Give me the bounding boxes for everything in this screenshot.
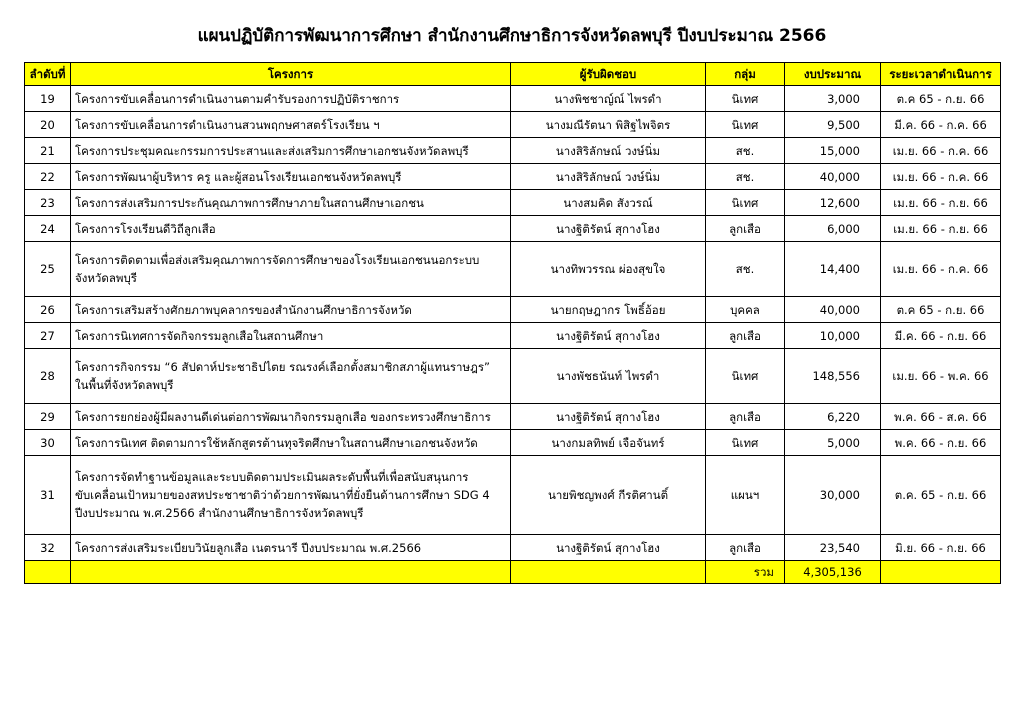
cell-project [71,86,511,112]
cell-owner: นางพัชธนันท์ ไพรดำ [511,349,706,404]
cell-no: 21 [25,138,71,164]
table-row [25,535,1001,561]
project-line: ปีงบประมาณ พ.ศ.2566 สำนักงานศึกษาธิการจังหวัดลพบุรี [75,506,364,520]
cell-owner: นายพิชญพงศ์ กีรติศานติ์ [511,456,706,535]
cell-owner: นางฐิติรัตน์ สุกางโฮง [511,216,706,242]
project-line: โครงการพัฒนาผู้บริหาร ครู และผู้สอนโรงเรียนเอกชนจังหวัดลพบุรี [75,169,402,184]
page-title: แผนปฏิบัติการพัฒนาการศึกษา สำนักงานศึกษาธิการจังหวัดลพบุรี ปีงบประมาณ 2566 [197,26,827,46]
project-line: โครงการขับเคลื่อนการดำเนินงานตามคำรับรองการปฏิบัติราชการ [75,91,400,106]
cell-project [71,535,511,561]
cell-period: ต.ค. 65 - ก.ย. 66 [881,456,1001,535]
cell-no: 32 [25,535,71,561]
cell-owner: นางสิริลักษณ์ วงษ์นิ่ม [511,138,706,164]
project-line: โครงการขับเคลื่อนการดำเนินงานสวนพฤกษศาสตร์โรงเรียน ฯ [75,117,380,132]
cell-no: 22 [25,164,71,190]
cell-group: แผนฯ [706,456,785,535]
table-row [25,323,1001,349]
cell-group: สช. [706,242,785,297]
cell-group: นิเทศ [706,430,785,456]
project-line: โครงการส่งเสริมการประกันคุณภาพการศึกษาภายในสถานศึกษาเอกชน [75,195,424,210]
total-empty-cell [25,561,71,584]
project-line: โครงการติดตามเพื่อส่งเสริมคุณภาพการจัดการศึกษาของโรงเรียนเอกชนนอกระบบ [75,253,480,267]
cell-no: 29 [25,404,71,430]
total-empty-cell [881,561,1001,584]
cell-owner: นางมณีรัตนา พิสิฐไพจิตร [511,112,706,138]
cell-group: สช. [706,164,785,190]
cell-owner: นางทิพวรรณ ผ่องสุขใจ [511,242,706,297]
cell-period: เม.ย. 66 - ก.ย. 66 [881,216,1001,242]
table-row [25,164,1001,190]
cell-group: ลูกเสือ [706,535,785,561]
cell-budget: 10,000 [785,323,881,349]
table-row [25,242,1001,297]
cell-project [71,138,511,164]
cell-group: นิเทศ [706,190,785,216]
cell-budget: 12,600 [785,190,881,216]
cell-period: มี.ค. 66 - ก.ค. 66 [881,112,1001,138]
column-header-project: โครงการ [71,63,511,86]
cell-project [71,164,511,190]
cell-no: 23 [25,190,71,216]
table-row [25,404,1001,430]
cell-group: นิเทศ [706,86,785,112]
total-empty-cell [511,561,706,584]
cell-project [71,323,511,349]
cell-group: บุคคล [706,297,785,323]
column-header-no: ลำดับที่ [25,63,71,86]
cell-project [71,112,511,138]
cell-group: ลูกเสือ [706,323,785,349]
total-row [25,561,1001,584]
table-row [25,86,1001,112]
cell-budget: 9,500 [785,112,881,138]
cell-period: เม.ย. 66 - พ.ค. 66 [881,349,1001,404]
table-row [25,112,1001,138]
column-header-period: ระยะเวลาดำเนินการ [881,63,1001,86]
cell-budget: 3,000 [785,86,881,112]
cell-period: มี.ค. 66 - ก.ย. 66 [881,323,1001,349]
cell-project [71,404,511,430]
cell-no: 25 [25,242,71,297]
project-line: ขับเคลื่อนเป้าหมายของสหประชาชาติว่าด้วยการพัฒนาที่ยั่งยืนด้านการศึกษา SDG 4 [75,488,490,502]
total-label: รวม [706,561,785,584]
cell-budget: 30,000 [785,456,881,535]
cell-owner: นางสมคิด สังวรณ์ [511,190,706,216]
cell-budget: 14,400 [785,242,881,297]
total-empty-cell [71,561,511,584]
cell-no: 28 [25,349,71,404]
cell-owner: นางกมลทิพย์ เจือจันทร์ [511,430,706,456]
cell-owner: นางฐิติรัตน์ สุกางโฮง [511,535,706,561]
cell-budget: 15,000 [785,138,881,164]
project-line: ในพื้นที่จังหวัดลพบุรี [75,378,174,392]
cell-no: 26 [25,297,71,323]
cell-no: 27 [25,323,71,349]
cell-budget: 6,220 [785,404,881,430]
column-header-budget: งบประมาณ [785,63,881,86]
project-line: โครงการเสริมสร้างศักยภาพบุคลากรของสำนักงานศึกษาธิการจังหวัด [75,302,412,317]
cell-budget: 40,000 [785,297,881,323]
column-header-owner: ผู้รับผิดชอบ [511,63,706,86]
cell-project [71,297,511,323]
table-body [25,86,1001,561]
cell-group: สช. [706,138,785,164]
cell-project [71,430,511,456]
cell-owner: นายกฤษฎากร โพธิ์อ้อย [511,297,706,323]
project-line: โครงการกิจกรรม “6 สัปดาห์ประชาธิปไตย รณรงค์เลือกตั้งสมาชิกสภาผู้แทนราษฎร” [75,360,490,374]
cell-owner: นางพิชชาญ์ณ์ ไพรดำ [511,86,706,112]
table-row [25,190,1001,216]
table-header-row [25,63,1001,86]
cell-group: นิเทศ [706,112,785,138]
cell-budget: 5,000 [785,430,881,456]
project-line: โครงการนิเทศ ติดตามการใช้หลักสูตรต้านทุจริตศึกษาในสถานศึกษาเอกชนจังหวัด [75,435,478,450]
cell-no: 30 [25,430,71,456]
cell-budget: 148,556 [785,349,881,404]
cell-group: ลูกเสือ [706,216,785,242]
cell-owner: นางฐิติรัตน์ สุกางโฮง [511,404,706,430]
project-line: โครงการนิเทศการจัดกิจกรรมลูกเสือในสถานศึกษา [75,328,324,343]
cell-period: เม.ย. 66 - ก.ค. 66 [881,138,1001,164]
table-row [25,349,1001,404]
cell-period: มิ.ย. 66 - ก.ย. 66 [881,535,1001,561]
cell-project [71,349,511,404]
project-line: โครงการจัดทำฐานข้อมูลและระบบติดตามประเมินผลระดับพื้นที่เพื่อสนับสนุนการ [75,470,469,484]
table-row [25,297,1001,323]
cell-owner: นางฐิติรัตน์ สุกางโฮง [511,323,706,349]
plan-table [24,62,1001,584]
cell-period: ต.ค 65 - ก.ย. 66 [881,297,1001,323]
project-line: โครงการยกย่องผู้มีผลงานดีเด่นต่อการพัฒนากิจกรรมลูกเสือ ของกระทรวงศึกษาธิการ [75,409,491,424]
project-line: โครงการประชุมคณะกรรมการประสานและส่งเสริมการศึกษาเอกชนจังหวัดลพบุรี [75,143,469,158]
cell-budget: 23,540 [785,535,881,561]
project-line: โครงการส่งเสริมระเบียบวินัยลูกเสือ เนตรนารี ปีงบประมาณ พ.ศ.2566 [75,540,422,555]
cell-project [71,216,511,242]
cell-no: 19 [25,86,71,112]
table-row [25,216,1001,242]
cell-period: เม.ย. 66 - ก.ค. 66 [881,164,1001,190]
table-row [25,430,1001,456]
cell-project [71,456,511,535]
cell-period: เม.ย. 66 - ก.ค. 66 [881,242,1001,297]
cell-no: 31 [25,456,71,535]
cell-period: เม.ย. 66 - ก.ย. 66 [881,190,1001,216]
cell-budget: 6,000 [785,216,881,242]
cell-group: ลูกเสือ [706,404,785,430]
cell-no: 20 [25,112,71,138]
cell-period: ต.ค 65 - ก.ย. 66 [881,86,1001,112]
cell-project [71,190,511,216]
column-header-group: กลุ่ม [706,63,785,86]
total-value: 4,305,136 [785,561,881,584]
cell-period: พ.ค. 66 - ส.ค. 66 [881,404,1001,430]
cell-owner: นางสิริลักษณ์ วงษ์นิ่ม [511,164,706,190]
project-line: โครงการโรงเรียนดีวิถีลูกเสือ [75,221,216,236]
cell-budget: 40,000 [785,164,881,190]
cell-no: 24 [25,216,71,242]
project-line: จังหวัดลพบุรี [75,271,137,285]
cell-period: พ.ค. 66 - ก.ย. 66 [881,430,1001,456]
table-row [25,456,1001,535]
cell-project [71,242,511,297]
table-row [25,138,1001,164]
cell-group: นิเทศ [706,349,785,404]
